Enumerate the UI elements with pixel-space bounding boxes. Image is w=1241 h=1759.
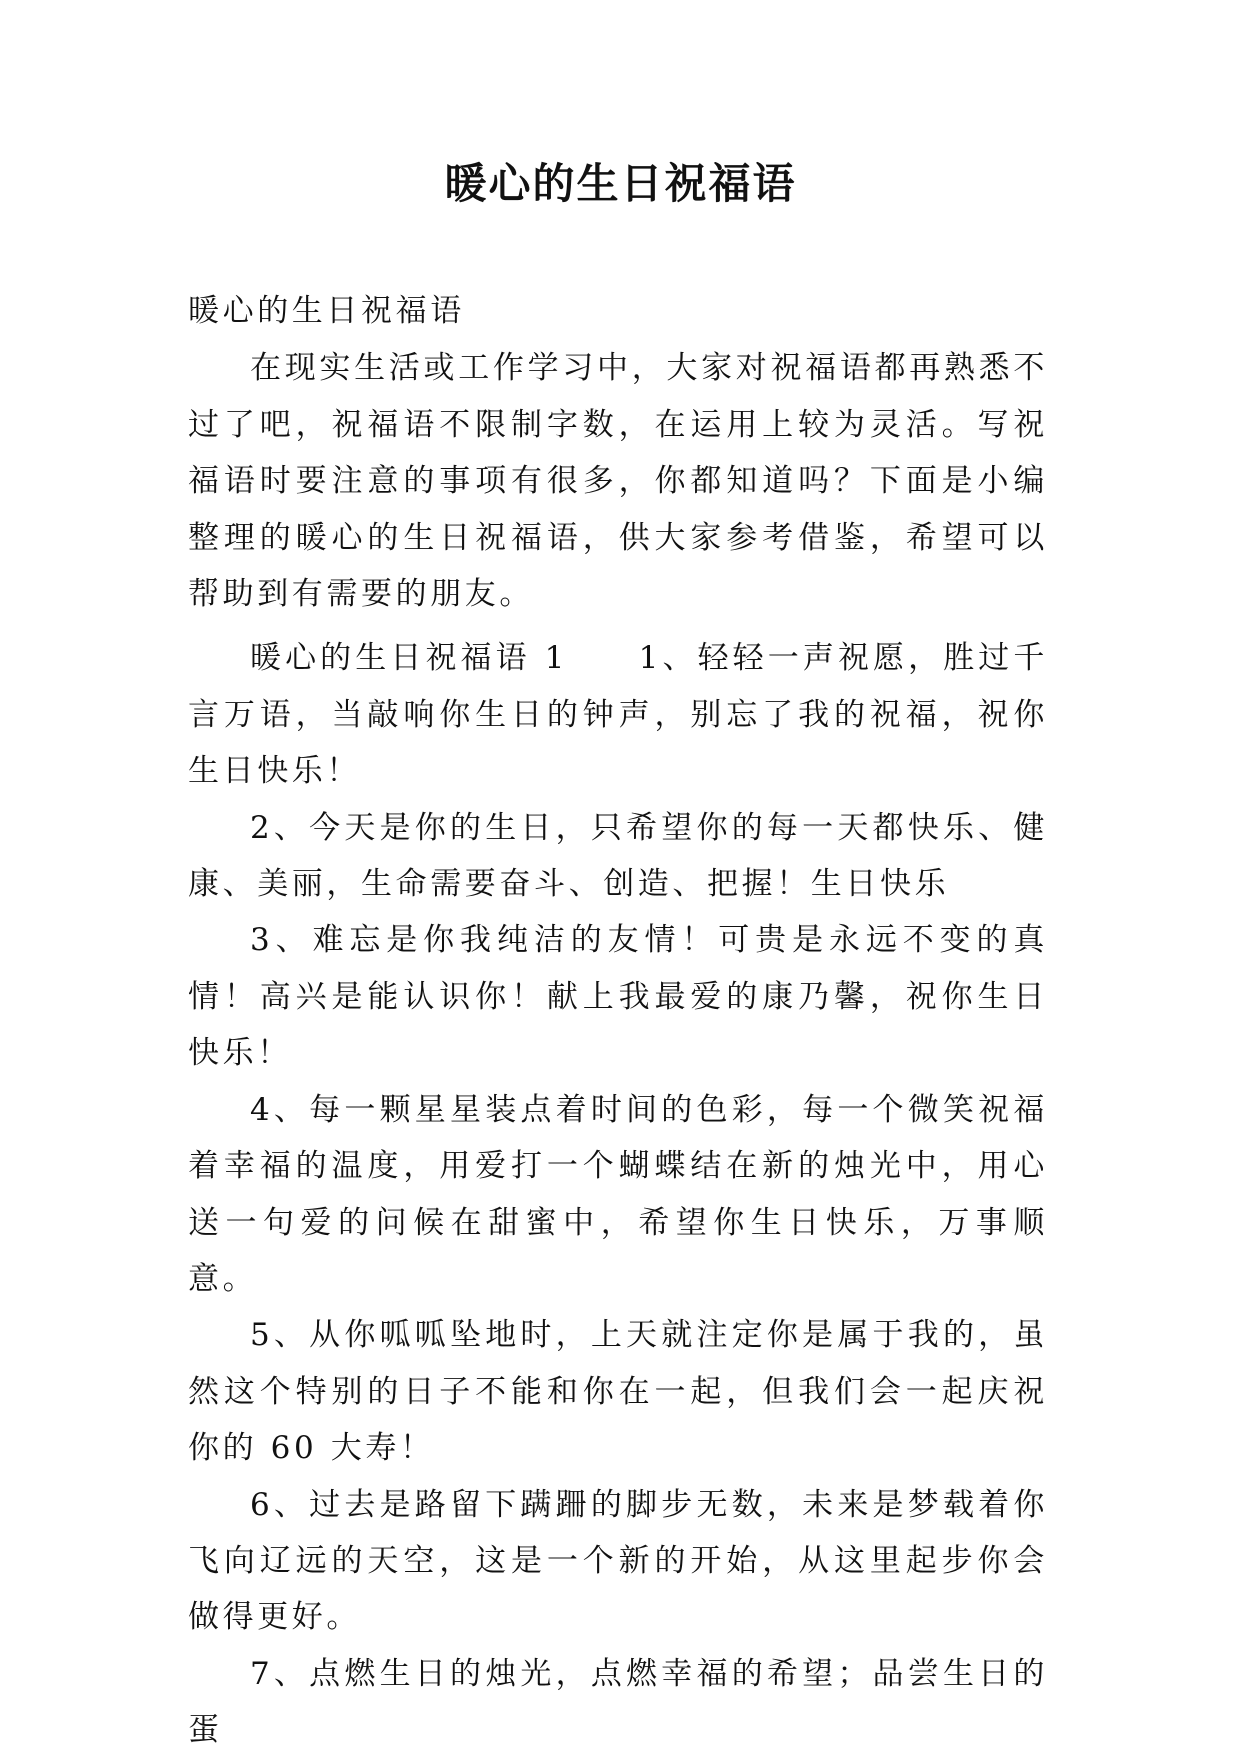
intro-paragraph: 在现实生活或工作学习中，大家对祝福语都再熟悉不过了吧，祝福语不限制字数，在运用上较为灵活。写祝福语时要注意的事项有很多，你都知道吗？下面是小编整理的暖心的生日祝福语，供大家参考借鉴，希望可以帮助到有需要的朋友。 — [188, 350, 1048, 613]
document-body — [188, 283, 1048, 1759]
blessing-paragraph-7: 7、点燃生日的烛光，点燃幸福的希望；品尝生日的蛋 — [188, 1655, 1048, 1749]
blessing-paragraph-6: 6、过去是路留下蹒跚的脚步无数，未来是梦载着你飞向辽远的天空，这是一个新的开始，从这里起步你会做得更好。 — [188, 1486, 1048, 1636]
blessing-paragraph-5: 5、从你呱呱坠地时，上天就注定你是属于我的，虽然这个特别的日子不能和你在一起，但我们会一起庆祝你的 60 大寿！ — [188, 1317, 1048, 1467]
blessing-paragraph-4: 4、每一颗星星装点着时间的色彩，每一个微笑祝福着幸福的温度，用爱打一个蝴蝶结在新的烛光中，用心送一句爱的问候在甜蜜中，希望你生日快乐，万事顺意。 — [188, 1091, 1048, 1297]
document-title: 暖心的生日祝福语 — [444, 159, 797, 208]
document-subtitle: 暖心的生日祝福语 — [188, 293, 465, 329]
blessing-paragraph-2: 2、今天是你的生日，只希望你的每一天都快乐、健康、美丽，生命需要奋斗、创造、把握！生日快乐 — [188, 809, 1048, 903]
blessing-paragraph-1: 暖心的生日祝福语 1 1、轻轻一声祝愿，胜过千言万语，当敲响你生日的钟声，别忘了我的祝福，祝你生日快乐！ — [188, 640, 1048, 790]
blessing-paragraph-3: 3、难忘是你我纯洁的友情！可贵是永远不变的真情！高兴是能认识你！献上我最爱的康乃馨，祝你生日快乐！ — [188, 922, 1048, 1072]
